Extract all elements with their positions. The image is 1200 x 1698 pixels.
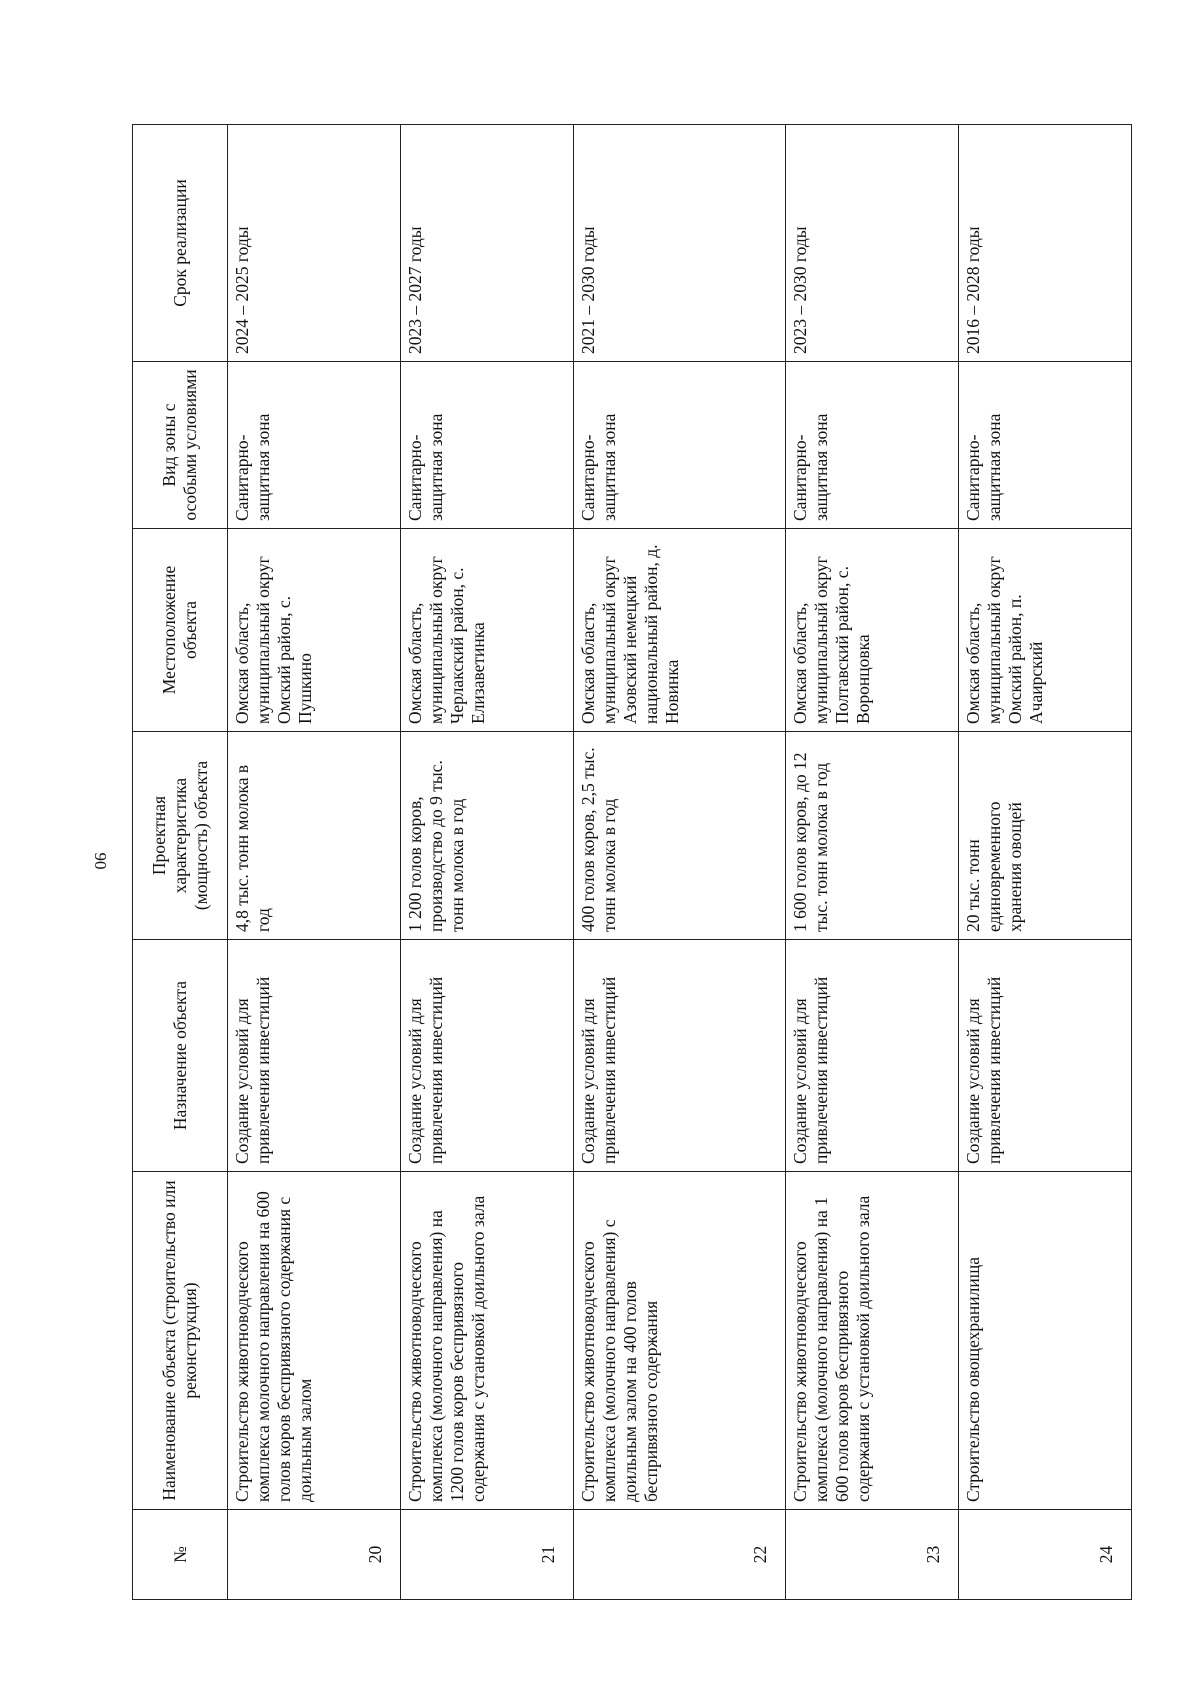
object-name: Строительство овощехранилища [959, 1172, 1132, 1510]
object-purpose: Создание условий для привлечения инвестиций [959, 940, 1132, 1172]
object-period: 2024 – 2025 годы [228, 125, 401, 362]
object-purpose: Создание условий для привлечения инвестиций [573, 940, 785, 1172]
header-location: Местоположение объекта [133, 529, 228, 732]
object-zone: Санитарно-защитная зона [959, 362, 1132, 529]
object-name: Строительство животноводческого комплекса (молочного направления) на 1200 голов коров беспривязного содержания с установкой доильного зала [400, 1172, 573, 1510]
table-row [786, 125, 959, 1600]
object-purpose: Создание условий для привлечения инвестиций [786, 940, 959, 1172]
object-capacity: 1 200 голов коров, производство до 9 тыс. тонн молока в год [400, 732, 573, 940]
investment-objects-table-frame [132, 125, 1132, 1600]
row-number: 23 [786, 1510, 959, 1600]
row-number: 22 [573, 1510, 785, 1600]
object-name: Строительство животноводческого комплекса (молочного направления) с доильным залом на 400 голов беспривязного содержания [573, 1172, 785, 1510]
object-purpose: Создание условий для привлечения инвестиций [400, 940, 573, 1172]
object-location: Омская область, муниципальный округ Омский район, с. Пушкино [228, 529, 401, 732]
table-row [959, 125, 1132, 1600]
object-purpose: Создание условий для привлечения инвестиций [228, 940, 401, 1172]
object-zone: Санитарно-защитная зона [228, 362, 401, 529]
row-number: 21 [400, 1510, 573, 1600]
header-purpose: Назначение объекта [133, 940, 228, 1172]
header-period: Срок реализации [133, 125, 228, 362]
object-name: Строительство животноводческого комплекса (молочного направления) на 1 600 голов коров беспривязного содержания с установкой доильного зала [786, 1172, 959, 1510]
object-period: 2023 – 2027 годы [400, 125, 573, 362]
object-location: Омская область, муниципальный округ Полтавский район, с. Воронцовка [786, 529, 959, 732]
object-period: 2021 – 2030 годы [573, 125, 785, 362]
object-zone: Санитарно-защитная зона [786, 362, 959, 529]
object-period: 2023 – 2030 годы [786, 125, 959, 362]
header-object-name: Наименование объекта (строительство или реконструкция) [133, 1172, 228, 1510]
object-capacity: 20 тыс. тонн единовременного хранения овощей [959, 732, 1132, 940]
header-num: № [133, 1510, 228, 1600]
header-capacity: Проектная характеристика (мощность) объекта [133, 732, 228, 940]
table-header-row [133, 125, 228, 1600]
object-location: Омская область, муниципальный округ Азовский немецкий национальный район, д. Новинка [573, 529, 785, 732]
object-capacity: 4,8 тыс. тонн молока в год [228, 732, 401, 940]
row-number: 20 [228, 1510, 401, 1600]
table-row [400, 125, 573, 1600]
object-location: Омская область, муниципальный округ Черлакский район, с. Елизаветинка [400, 529, 573, 732]
object-capacity: 400 голов коров, 2,5 тыс. тонн молока в год [573, 732, 785, 940]
object-capacity: 1 600 голов коров, до 12 тыс. тонн молока в год [786, 732, 959, 940]
object-location: Омская область, муниципальный округ Омский район, п. Ачаирский [959, 529, 1132, 732]
table-row [228, 125, 401, 1600]
object-period: 2016 – 2028 годы [959, 125, 1132, 362]
investment-objects-table [132, 124, 1132, 1600]
header-zone: Вид зоны с особыми условиями [133, 362, 228, 529]
object-zone: Санитарно-защитная зона [573, 362, 785, 529]
object-name: Строительство животноводческого комплекса молочного направления на 600 голов коров беспривязного содержания с доильным залом [228, 1172, 401, 1510]
object-zone: Санитарно-защитная зона [400, 362, 573, 529]
table-row [573, 125, 785, 1600]
page-number: 90 [91, 852, 110, 870]
row-number: 24 [959, 1510, 1132, 1600]
